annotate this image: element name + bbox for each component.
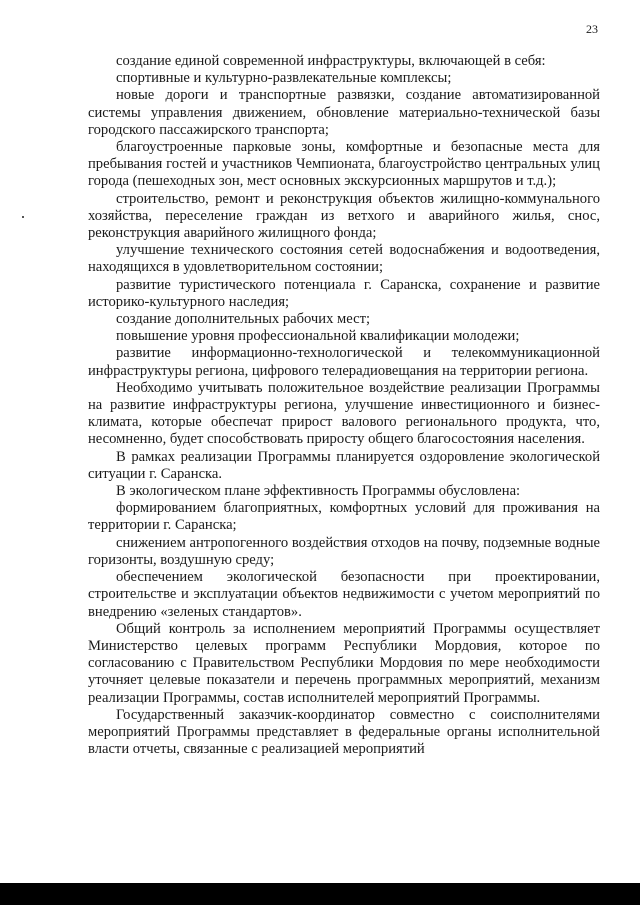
paragraph: В рамках реализации Программы планируется оздоровление экологической ситуации г. Саранска. — [88, 448, 600, 482]
paragraph: обеспечением экологической безопасности при проектировании, строительстве и эксплуатации объектов недвижимости с учетом мероприятий по внедрению «зеленых стандартов». — [88, 569, 600, 620]
paragraph: благоустроенные парковые зоны, комфортные и безопасные места для пребывания гостей и участников Чемпионата, благоустройство центральных улиц города (пешеходных зон, мест основных экскурсионных маршрутов и т.д.); — [88, 139, 600, 190]
paragraph: В экологическом плане эффективность Программы обусловлена: — [116, 483, 521, 500]
paragraph: развитие информационно-технологической и телекоммуникационной инфраструктуры региона, цифрового телерадиовещания на территории региона. — [88, 345, 600, 379]
paragraph: повышение уровня профессиональной квалификации молодежи; — [116, 328, 520, 345]
document-body — [88, 53, 600, 758]
scan-artifact — [22, 216, 24, 218]
paragraph: Государственный заказчик-координатор совместно с соисполнителями мероприятий Программы представляет в федеральные органы исполнительной власти отчеты, связанные с реализацией мероприятий — [88, 706, 600, 758]
paragraph: создание дополнительных рабочих мест; — [116, 311, 371, 328]
paragraph: новые дороги и транспортные развязки, создание автоматизированной системы управления движением, обновление материально-технической базы городского пассажирского транспорта; — [88, 87, 600, 138]
paragraph: Общий контроль за исполнением мероприятий Программы осуществляет Министерство целевых программ Республики Мордовия, которое по согласованию с Правительством Республики Мордовия по мере необходимости уточняет целевые показатели и перечень программных мероприятий, механизм реализации Программы, состав исполнителей мероприятий Программы. — [88, 620, 600, 706]
scan-bottom-bar — [0, 883, 640, 905]
paragraph: Необходимо учитывать положительное воздействие реализации Программы на развитие инфраструктуры региона, улучшение инвестиционного и бизнес-климата, которые обеспечат прирост валового регионального продукта, что, несомненно, будет способствовать приросту общего благосостояния населения. — [88, 379, 600, 448]
paragraph: создание единой современной инфраструктуры, включающей в себя: — [116, 53, 546, 69]
paragraph: строительство, ремонт и реконструкция объектов жилищно-коммунального хозяйства, переселение граждан из ветхого и аварийного жилья, снос, реконструкция аварийного жилищного фонда; — [88, 190, 600, 242]
paragraph: улучшение технического состояния сетей водоснабжения и водоотведения, находящихся в удовлетворительном состоянии; — [88, 242, 600, 276]
paragraph: развитие туристического потенциала г. Саранска, сохранение и развитие историко-культурного наследия; — [88, 276, 600, 310]
paragraph: формированием благоприятных, комфортных условий для проживания на территории г. Саранска; — [88, 500, 600, 534]
paragraph: снижением антропогенного воздействия отходов на почву, подземные водные горизонты, воздушную среду; — [88, 534, 600, 568]
paragraph: спортивные и культурно-развлекательные комплексы; — [116, 70, 452, 87]
page-number: 23 — [586, 22, 598, 36]
